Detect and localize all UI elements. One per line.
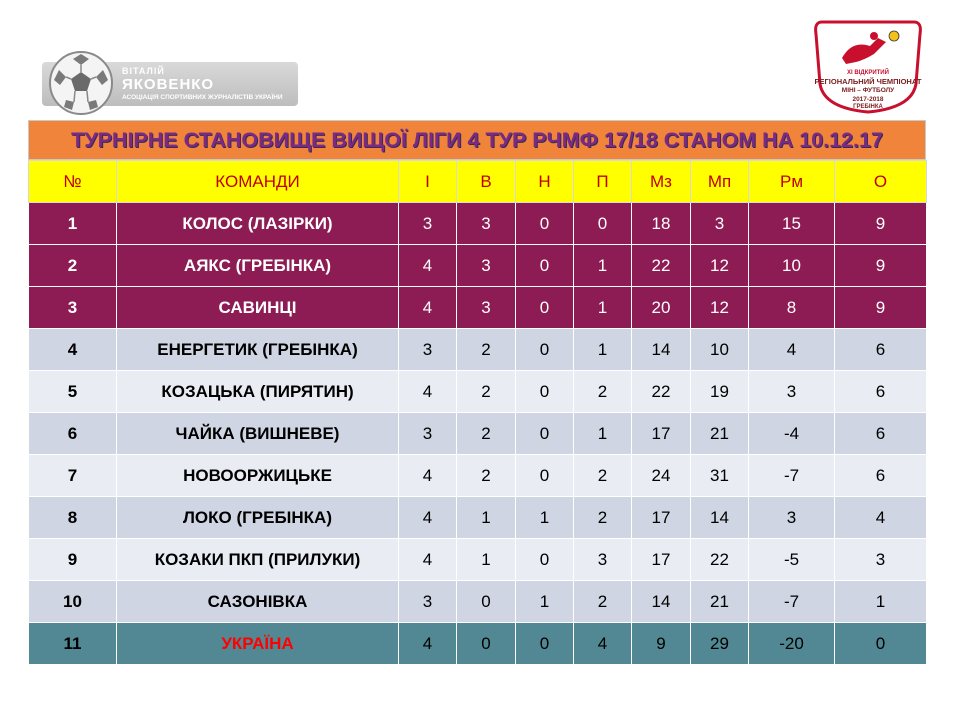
cell-losses: 2: [574, 455, 632, 497]
cell-goal-diff: 3: [749, 371, 835, 413]
cell-draws: 1: [516, 497, 574, 539]
cell-wins: 3: [457, 287, 516, 329]
cell-losses: 3: [574, 539, 632, 581]
cell-position: 4: [29, 329, 117, 371]
table-row: [29, 203, 927, 245]
cell-goals-against: 31: [691, 455, 749, 497]
cell-goals-for: 22: [632, 245, 691, 287]
cell-losses: 1: [574, 245, 632, 287]
cell-goals-against: 12: [691, 287, 749, 329]
cell-wins: 3: [457, 203, 516, 245]
cell-goals-for: 22: [632, 371, 691, 413]
table-row: [29, 497, 927, 539]
cell-draws: 0: [516, 623, 574, 665]
cell-goals-for: 20: [632, 287, 691, 329]
cell-goals-against: 3: [691, 203, 749, 245]
cell-goal-diff: -4: [749, 413, 835, 455]
cell-goal-diff: -7: [749, 455, 835, 497]
col-header-goals-against: Мп: [691, 161, 749, 203]
cell-goals-for: 17: [632, 539, 691, 581]
cell-points: 6: [835, 371, 927, 413]
cell-draws: 0: [516, 539, 574, 581]
logo-edition: XI ВІДКРИТИЙ: [847, 70, 889, 76]
table-row: [29, 371, 927, 413]
title-banner: [28, 120, 926, 160]
cell-losses: 4: [574, 623, 632, 665]
table-row: [29, 455, 927, 497]
col-header-games: І: [399, 161, 457, 203]
cell-points: 0: [835, 623, 927, 665]
cell-points: 6: [835, 455, 927, 497]
cell-goal-diff: 8: [749, 287, 835, 329]
cell-position: 2: [29, 245, 117, 287]
cell-games: 4: [399, 455, 457, 497]
cell-position: 1: [29, 203, 117, 245]
cell-team: АЯКС (ГРЕБІНКА): [117, 245, 399, 287]
logo-sport: МІНІ – ФУТБОЛУ: [841, 87, 895, 94]
cell-goals-against: 21: [691, 581, 749, 623]
cell-draws: 1: [516, 581, 574, 623]
cell-points: 4: [835, 497, 927, 539]
cell-games: 4: [399, 371, 457, 413]
cell-team: САВИНЦІ: [117, 287, 399, 329]
cell-goals-for: 24: [632, 455, 691, 497]
cell-draws: 0: [516, 203, 574, 245]
logo-association: АСОЦІАЦІЯ СПОРТИВНИХ ЖУРНАЛІСТІВ УКРАЇНИ: [122, 94, 283, 101]
cell-team: ЛОКО (ГРЕБІНКА): [117, 497, 399, 539]
page-title: ТУРНІРНЕ СТАНОВИЩЕ ВИЩОЇ ЛІГИ 4 ТУР РЧМФ 17/18 СТАНОМ НА 10.12.17: [71, 127, 883, 152]
cell-draws: 0: [516, 413, 574, 455]
cell-goal-diff: 15: [749, 203, 835, 245]
cell-wins: 0: [457, 623, 516, 665]
col-header-goal-diff: Рм: [749, 161, 835, 203]
cell-team: КОЛОС (ЛАЗІРКИ): [117, 203, 399, 245]
cell-points: 9: [835, 203, 927, 245]
cell-goals-for: 14: [632, 581, 691, 623]
table-row: [29, 623, 927, 665]
cell-points: 1: [835, 581, 927, 623]
cell-points: 6: [835, 413, 927, 455]
cell-goals-against: 19: [691, 371, 749, 413]
table-row: [29, 287, 927, 329]
cell-losses: 1: [574, 287, 632, 329]
cell-goal-diff: -5: [749, 539, 835, 581]
cell-draws: 0: [516, 287, 574, 329]
cell-losses: 2: [574, 371, 632, 413]
cell-goals-against: 22: [691, 539, 749, 581]
table-row: [29, 413, 927, 455]
cell-position: 5: [29, 371, 117, 413]
cell-position: 10: [29, 581, 117, 623]
cell-goal-diff: 3: [749, 497, 835, 539]
cell-position: 6: [29, 413, 117, 455]
col-header-team: КОМАНДИ: [117, 161, 399, 203]
cell-goals-for: 18: [632, 203, 691, 245]
table-header-row: [29, 161, 927, 203]
cell-games: 3: [399, 203, 457, 245]
cell-goal-diff: -20: [749, 623, 835, 665]
cell-team: УКРАЇНА: [117, 623, 399, 665]
cell-team: ЧАЙКА (ВИШНЕВЕ): [117, 413, 399, 455]
cell-losses: 1: [574, 329, 632, 371]
table-row: [29, 581, 927, 623]
cell-wins: 0: [457, 581, 516, 623]
cell-wins: 2: [457, 455, 516, 497]
cell-draws: 0: [516, 245, 574, 287]
cell-goals-for: 17: [632, 413, 691, 455]
cell-team: НОВООРЖИЦЬКЕ: [117, 455, 399, 497]
cell-draws: 0: [516, 371, 574, 413]
cell-goals-for: 14: [632, 329, 691, 371]
cell-position: 11: [29, 623, 117, 665]
journalist-logo: [22, 44, 298, 118]
col-header-number: №: [29, 161, 117, 203]
cell-goal-diff: 4: [749, 329, 835, 371]
cell-goals-against: 29: [691, 623, 749, 665]
cell-points: 9: [835, 245, 927, 287]
logo-championship: РЕГІОНАЛЬНИЙ ЧЕМПІОНАТ: [814, 77, 922, 86]
table-row: [29, 245, 927, 287]
cell-goals-against: 12: [691, 245, 749, 287]
cell-games: 3: [399, 329, 457, 371]
cell-draws: 0: [516, 455, 574, 497]
cell-position: 9: [29, 539, 117, 581]
cell-position: 3: [29, 287, 117, 329]
cell-games: 4: [399, 245, 457, 287]
cell-points: 3: [835, 539, 927, 581]
cell-losses: 1: [574, 413, 632, 455]
table-row: [29, 329, 927, 371]
cell-games: 3: [399, 581, 457, 623]
cell-goal-diff: 10: [749, 245, 835, 287]
col-header-draws: Н: [516, 161, 574, 203]
logo-first-name: ВІТАЛІЙ: [122, 66, 165, 76]
cell-wins: 1: [457, 539, 516, 581]
cell-points: 9: [835, 287, 927, 329]
cell-team: КОЗАКИ ПКП (ПРИЛУКИ): [117, 539, 399, 581]
cell-goals-for: 17: [632, 497, 691, 539]
cell-wins: 3: [457, 245, 516, 287]
col-header-losses: П: [574, 161, 632, 203]
cell-team: КОЗАЦЬКА (ПИРЯТИН): [117, 371, 399, 413]
logo-city: ГРЕБІНКА: [853, 104, 883, 110]
cell-team: САЗОНІВКА: [117, 581, 399, 623]
col-header-wins: В: [457, 161, 516, 203]
cell-position: 7: [29, 455, 117, 497]
cell-goals-against: 10: [691, 329, 749, 371]
standings-table: [28, 160, 927, 665]
cell-points: 6: [835, 329, 927, 371]
cell-wins: 2: [457, 329, 516, 371]
cell-losses: 0: [574, 203, 632, 245]
cell-goals-for: 9: [632, 623, 691, 665]
cell-wins: 2: [457, 413, 516, 455]
table-row: [29, 539, 927, 581]
cell-losses: 2: [574, 581, 632, 623]
cell-games: 3: [399, 413, 457, 455]
cell-draws: 0: [516, 329, 574, 371]
col-header-points: О: [835, 161, 927, 203]
col-header-goals-for: Мз: [632, 161, 691, 203]
cell-games: 4: [399, 623, 457, 665]
championship-logo: [812, 14, 924, 114]
cell-games: 4: [399, 497, 457, 539]
cell-wins: 2: [457, 371, 516, 413]
logo-season: 2017-2018: [852, 96, 884, 103]
cell-position: 8: [29, 497, 117, 539]
logo-last-name: ЯКОВЕНКО: [122, 76, 215, 93]
football-icon: [48, 50, 114, 116]
cell-goals-against: 21: [691, 413, 749, 455]
cell-team: ЕНЕРГЕТИК (ГРЕБІНКА): [117, 329, 399, 371]
cell-goals-against: 14: [691, 497, 749, 539]
cell-games: 4: [399, 287, 457, 329]
cell-games: 4: [399, 539, 457, 581]
cell-losses: 2: [574, 497, 632, 539]
cell-wins: 1: [457, 497, 516, 539]
cell-goal-diff: -7: [749, 581, 835, 623]
